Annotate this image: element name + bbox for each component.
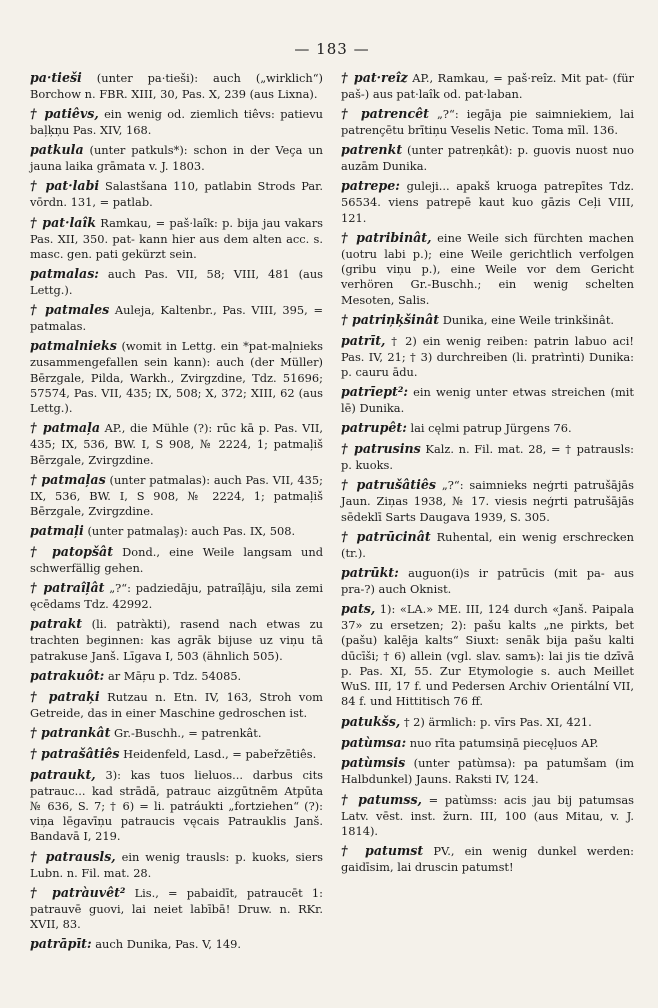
entry-headword: patùmsa: [341,734,407,750]
entry-definition: Lis., = pabaidīt, patraucēt 1: patrauvē guovi, lai neiet labībā! Druw. n. RKr. XVII, 83. [30,885,323,931]
entry-definition: Rutzau n. Etn. IV, 163, Stroh vom Getreide, das in einer Maschine gedroschen ist. [30,689,323,720]
entry-headword: † patrankât [30,724,111,740]
dictionary-entry [30,668,323,685]
entry-headword: patkula [30,142,84,158]
entry-definition: „?“: padziedāju, patraîl̦āju, sila zemi ęcēdams Tdz. 42992. [30,581,323,612]
entry-definition: = patùmss: acis jau bij patumsas Latv. vēst. inst. žurn. III, 100 (aus Mitau, v. J. 1814). [341,792,634,838]
entry-definition: (unter pa·tieši): auch („wirklich“) Borchow n. FBR. XIII, 30, Pas. X, 239 (aus Lixna). [30,71,323,101]
entry-definition: nuo rīta patumsiņā piecęļuos AP. [406,735,599,750]
entry-definition: PV., ein wenig dunkel werden: gaidīsim, lai druscin patumst! [341,844,634,874]
entry-headword: † pat·reîz [341,70,408,85]
entry-definition: auch Pas. VII, 58; VIII, 481 (aus Lettg.). [30,267,323,297]
entry-headword: † pat·labi [30,178,100,194]
entry-headword: † patràuvêt² [30,884,126,900]
entry-definition: Heidenfeld, Lasd., = pabeřzētiês. [119,746,317,761]
entry-definition: Gr.-Buschh., = patrenkât. [110,725,262,740]
dictionary-entry [341,142,634,174]
entry-headword: † patmal̦as [30,471,106,487]
entry-definition: (unter patùmsa): pa patumšam (im Halbdunkel) Jauns. Raksti IV, 124. [341,756,634,787]
entry-definition: „?“: iegāja pie saimniekiem, lai patrençētu brītiņu Veselis Netic. Toma mīl. 136. [341,107,634,138]
entry-headword: † patrušâtiês [341,477,437,493]
entry-definition: Salastšana 110, patlabin Strods Par. vōrdn. 131, = patlab. [30,179,323,210]
entry-headword: † patmal̦a [30,420,101,436]
entry-definition: Ruhental, ein wenig erschrecken (tr.). [341,529,634,560]
entry-definition: auch Dunika, Pas. V, 149. [91,937,241,952]
entry-definition: Kalz. n. Fil. mat. 28, = † patrausls: p. kuoks. [341,442,634,473]
dictionary-entry [341,333,634,380]
entry-definition: „?“: saimnieks neģrti patrušājās Jaun. Ziņas 1938, № 17. viesis neģrti patrušājās sēdeklī Sarts Daugava 1939, S. 305. [341,478,635,524]
entry-headword: patrakt [30,616,83,632]
dictionary-entry [30,580,323,612]
dictionary-entry [30,936,323,953]
entry-headword: † patrašâtiês [30,745,120,761]
dictionary-entry [341,230,634,308]
dictionary-entry [30,70,323,102]
entry-headword: patrenkt [341,142,403,158]
entry-definition: ein wenig trausls: p. kuoks, siers Lubn. n. Fil. mat. 28. [30,849,323,880]
dictionary-entry [341,70,634,102]
dictionary-entry [341,735,634,752]
entry-headword: † patopšât [30,544,114,560]
entry-headword: patrīt, [341,332,386,348]
entry-headword: † pat·laîk [30,214,96,230]
entry-headword: patùmsis [341,755,406,771]
entry-headword: † patumst [341,843,424,859]
entry-definition: AP., die Mühle (?): rūc kā p. Pas. VII, 435; IX, 536, BW. I, S 908, № 2224, 1; patmal̦iš Bērzgale, Zvirgzdine. [30,421,323,467]
entry-definition: ein wenig od. ziemlich tiêvs: patievu bal̦k̦ņu Pas. XIV, 168. [30,107,324,138]
dictionary-entry [341,755,634,787]
dictionary-entry [341,178,634,225]
entry-headword: † patiêvs, [30,106,99,122]
dictionary-entry [341,441,634,473]
entry-headword: patmalnieks [30,338,117,354]
entry-headword: patrepe: [341,178,400,194]
entry-definition: (li. patràkti), rasend nach etwas zu trachten beginnen: kas agrāk bijuse uz viņu tā patrakuse Janš. Līgava I, 503 (ähnlich 505). [30,617,323,663]
entry-definition: auguon(i)s ir patrūcis (mit pa- aus pra-?) auch Oknist. [341,566,634,596]
dictionary-entry [30,215,323,262]
entry-headword: † patrusins [341,441,421,457]
entry-headword: † patraîl̦ât [30,580,105,596]
entry-definition: (unter patkuls*): schon in der Veça un jauna laika grāmata v. J. 1803. [30,143,323,174]
dictionary-entry [341,843,634,875]
entry-definition: lai cęlmi patrup Jürgens 76. [406,421,572,436]
entry-headword: patrupêt: [341,420,407,436]
entry-headword: patrāpīt: [30,936,92,952]
dictionary-entry [30,746,323,763]
entry-headword: patmalas: [30,266,99,282]
dictionary-entry [30,178,323,210]
entry-definition: (unter patmalas): auch Pas. VII, 435; IX, 536, BW. I, S 908, № 2224, 1; patmal̦iš Bērzgale, Zvirgzdine. [30,472,323,518]
dictionary-entry [341,312,634,329]
dictionary-entry [341,565,634,597]
entry-definition: guleji... apakš kruoga patrepītes Tdz. 56534. viens patrepē kaut kuo gāzis Ceļi VIII, 121. [341,179,634,225]
entry-headword: † patumss, [341,791,422,807]
entry-headword: † patribinât, [341,229,432,245]
entry-headword: patukšs, [341,713,401,729]
dictionary-entry [341,529,634,561]
dictionary-entry [30,725,323,742]
entry-definition: AP., Ramkau, = paš·reîz. Mit pat- (für paš-) aus pat·laîk od. pat·laban. [341,71,635,101]
entry-definition: 1): «LA.» ME. III, 124 durch «Janš. Paipala 37» zu ersetzen; 2): pašu kalts „ne pirkts, bet (pašu) kalēja kalts“ Siuxt: senāk bija pašu kalti dūcīši; † 6) allein (vgl. slav. samъ): lai jis tie dzīvā p. Pas. XI, 55. Zur Etymologie s. auch Meillet WuS. III, 17 f. und Pedersen Archiv Orientální VII, 84 f. und Hittitisch 76 ff. [341,602,634,709]
entry-definition: Dunika, eine Weile trinkšinât. [439,312,615,327]
dictionary-entry [30,338,323,416]
right-column [341,70,634,957]
dictionary-entry [30,689,323,721]
dictionary-entry [30,885,323,932]
entry-headword: † patrencêt [341,106,429,122]
entry-definition: (unter patreņkât): p. guovis nuost nuo auzām Dunika. [341,143,634,174]
dictionary-entry [30,767,323,845]
entry-definition: ar Māŗu p. Tdz. 54085. [104,668,242,683]
dictionary-entry [30,420,323,467]
dictionary-entry [30,544,323,576]
entry-definition: (unter patmalaş): auch Pas. IX, 508. [83,524,296,539]
dictionary-entry [341,384,634,416]
dictionary-entry [341,714,634,731]
dictionary-entry [30,472,323,519]
entry-definition: † 2) ärmlich: p. vīrs Pas. XI, 421. [400,714,592,729]
dictionary-entry [341,601,634,710]
entry-headword: † patrūcinât [341,528,431,544]
entry-definition: ein wenig unter etwas streichen (mit lē) Dunika. [341,385,634,416]
dictionary-entry [30,523,323,540]
entry-headword: pats, [341,601,376,617]
entry-headword: patmal̦i [30,523,84,539]
entry-headword: † patraķi [30,688,100,704]
entry-definition: Dond., eine Weile langsam und schwerfällig gehen. [30,545,324,575]
dictionary-entry [341,792,634,839]
dictionary-entry [30,849,323,881]
entry-headword: patraukt, [30,766,96,782]
entry-headword: † patmales [30,302,110,318]
dictionary-entry [341,477,634,524]
entry-definition: 3): kas tuos lieluos... darbus cits patrauc... kad strādā, patrauc aizgūtnēm Atpūta № 636, S. 7; † 6) = li. patráukti „fortziehen“ (?): viņa lēgavīņu patraucis vęcais Patrauklis Janš. Bandavā I, 219. [30,767,323,844]
entry-definition: Auleja, Kaltenbr., Pas. VIII, 395, = patmalas. [30,303,323,334]
columns [30,70,634,957]
dictionary-entry [30,616,323,663]
dictionary-entry [30,302,323,334]
entry-definition: (womit in Lettg. ein *pat-mal̦nieks zusammengefallen sein kann): auch (der Müller) Bērzgale, Pilda, Warkh., Zvirgzdine, Tdz. 51696; 57574, Pas. VII, 435; IX, 508; X, 372; XIII, 62 (aus Lettg.). [30,339,323,416]
entry-definition: † 2) ein wenig reiben: patrin labuo aci! Pas. IV, 21; † 3) durchreiben (li. pratrìnti) Dunika: p. cauru ādu. [341,333,634,379]
dictionary-entry [30,142,323,174]
dictionary-entry [30,266,323,298]
entry-headword: patrakuôt: [30,667,105,683]
entry-headword: pa·tieši [30,70,82,85]
entry-definition: Ramkau, = paš·laîk: p. bija jau vakars Pas. XII, 350. pat- kann hier aus dem alten acc. s. masc. gen. pati gekürzt sein. [30,215,324,261]
entry-headword: patrīept²: [341,384,409,400]
page-number: — 183 — [294,40,370,58]
dictionary-entry [30,106,323,138]
entry-headword: patrūkt: [341,565,399,580]
entry-headword: † patriņķšinât [341,311,440,327]
entry-headword: † patrausls, [30,848,116,864]
left-column [30,70,323,957]
dictionary-entry [341,106,634,138]
dictionary-entry [341,420,634,437]
entry-definition: eine Weile sich fürchten machen (uotru labi p.); eine Weile gerichtlich verfolgen (gribu viņu p.), eine Weile vor dem Gericht verhören Gr.-Buschh.; ein wenig schelten Mesoten, Salis. [341,230,634,307]
